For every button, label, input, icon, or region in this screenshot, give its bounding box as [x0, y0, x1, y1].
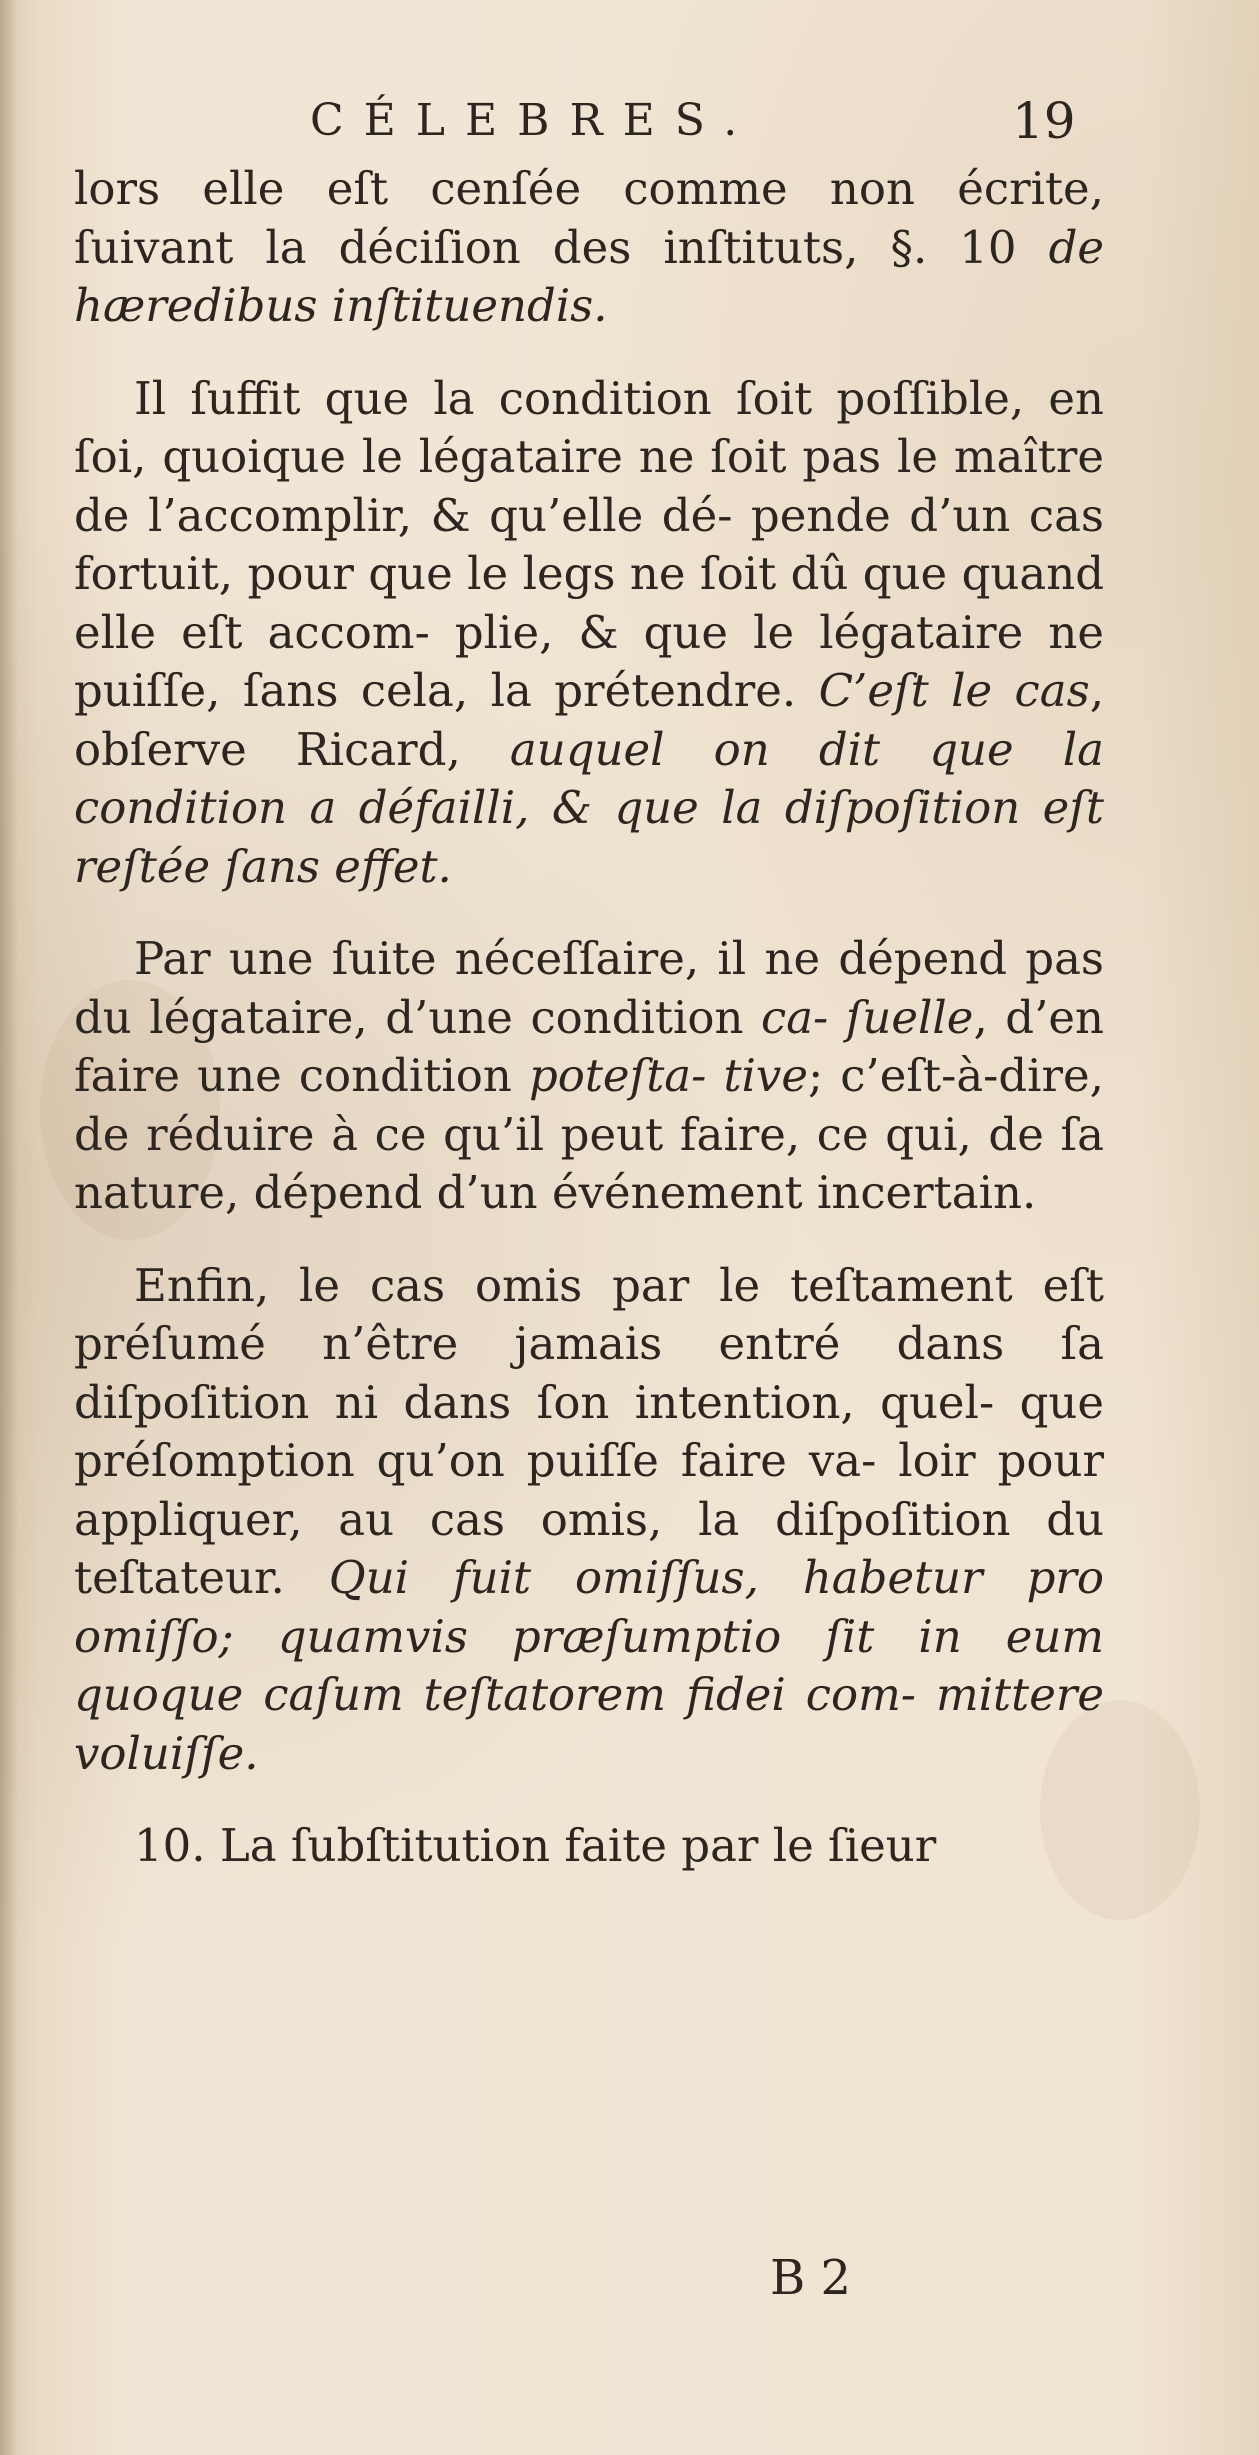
text-run: , d’en faire une condition: [74, 990, 1104, 1102]
page-header: [0, 86, 1259, 156]
paragraph-2: [74, 370, 1104, 897]
paragraph-1: [74, 160, 1104, 336]
paragraph-5: [74, 1817, 1104, 1876]
page-number: 19: [1012, 92, 1076, 150]
gutter-shadow: [0, 0, 18, 2455]
text-run: , obſerve Ricard,: [74, 664, 1104, 776]
text-run: Par une ſuite néceſſaire, il ne dépend pas du légataire, d’une condition: [74, 932, 1104, 1044]
text-run: 10. La ſubſtitution faite par le ſieur: [134, 1819, 937, 1872]
text-run: Il ſuffit que la condition ſoit poſſible, en ſoi, quoique le légataire ne ſoit pas le maître de l’accomplir, & qu’elle dé- pende d’un cas fortuit, pour que le legs ne ſoit dû que quand elle eſt accom- plie, & que le légataire ne puiſſe, ſans cela, la prétendre.: [74, 371, 1104, 717]
text-run-italic: Qui fuit omiſſus, habetur pro omiſſo; quamvis præſumptio ſit in eum quoque caſum teſtatorem fidei com- mittere voluiſſe.: [74, 1551, 1104, 1780]
paragraph-4: [74, 1257, 1104, 1784]
text-run-italic: poteſta- tive: [528, 1049, 808, 1102]
text-run-italic: de hæredibus inſtituendis.: [74, 220, 1104, 332]
text-run: ; c’eſt-à-dire, de réduire à ce qu’il peut faire, ce qui, de ſa nature, dépend d’un événement incertain.: [74, 1049, 1104, 1219]
text-run: Enfin, le cas omis par le teſtament eſt préſumé n’être jamais entré dans ſa diſpoſition ni dans ſon intention, quel- que préſomption qu’on puiſſe faire va- loir pour appliquer, au cas omis, la diſpoſition du teſtateur.: [74, 1258, 1104, 1604]
running-head: CÉLEBRES.: [310, 95, 758, 146]
paragraph-3: [74, 930, 1104, 1223]
body-text: [74, 160, 1104, 1876]
text-run-italic: auquel on dit que la condition a défailli, & que la diſpoſition eſt reſtée ſans effet.: [74, 722, 1104, 893]
text-run-italic: C’eſt le cas: [818, 664, 1090, 717]
text-run-italic: ca- ſuelle: [761, 990, 974, 1044]
text-run: lors elle eſt cenſée comme non écrite, ſuivant la déciſion des inſtituts, §. 10: [74, 162, 1104, 274]
signature-mark: B 2: [770, 2250, 852, 2306]
